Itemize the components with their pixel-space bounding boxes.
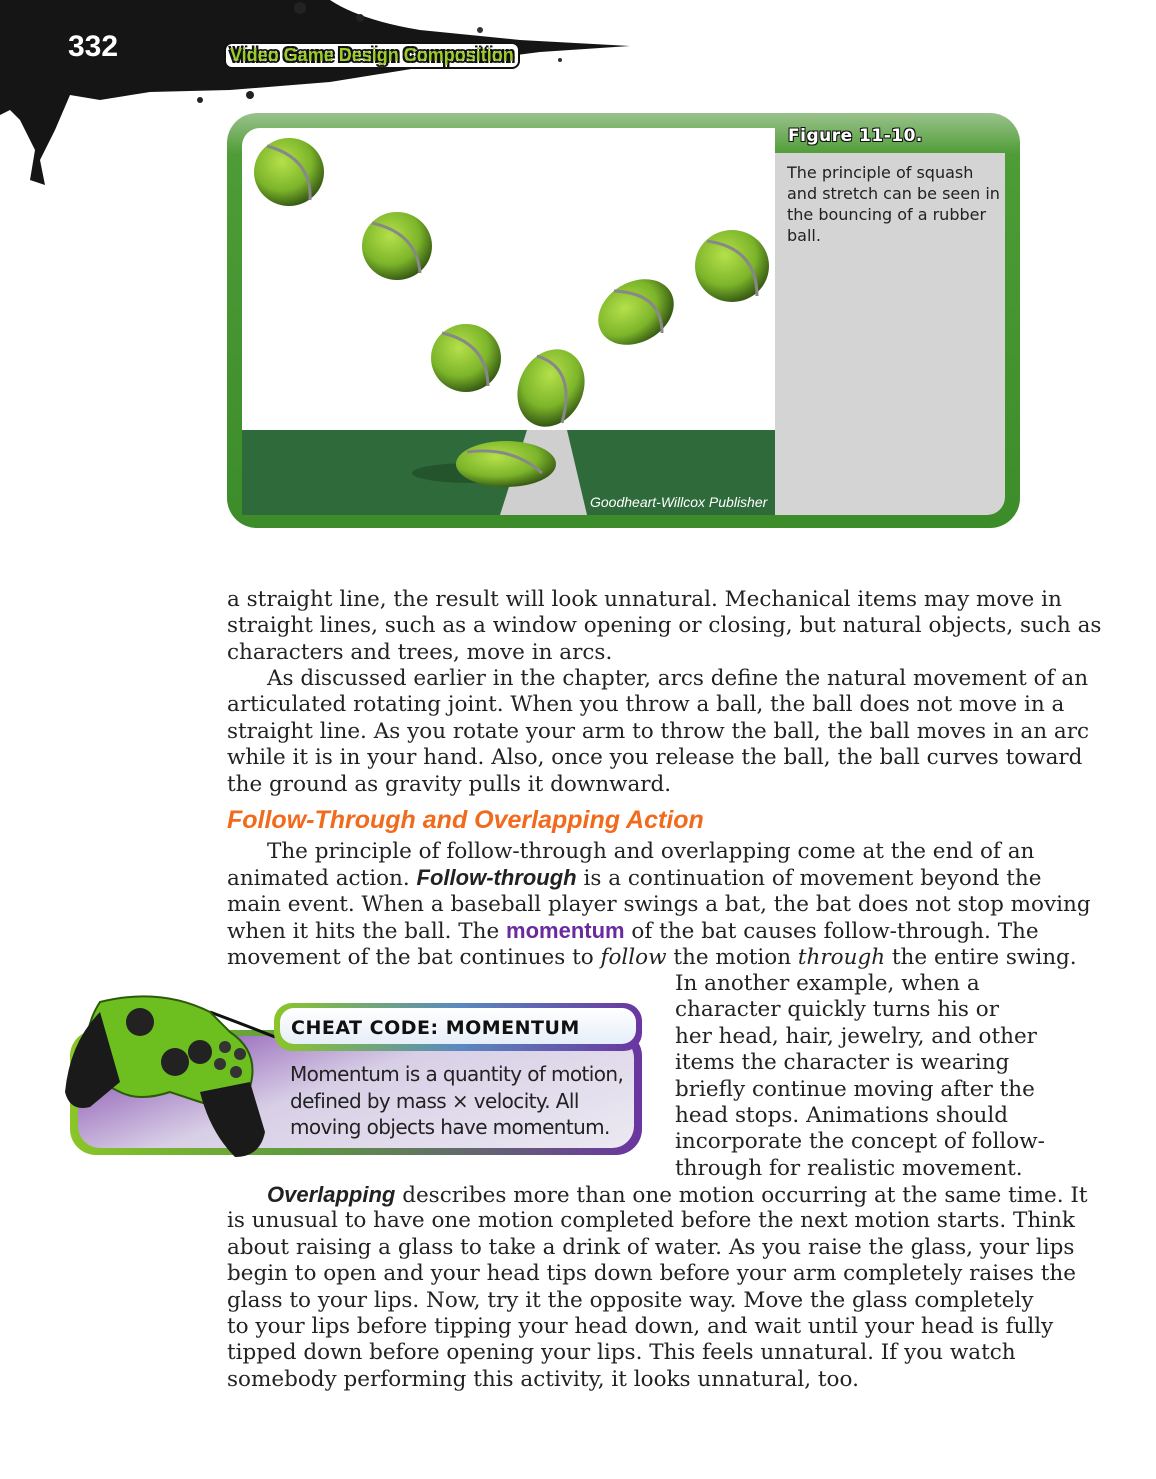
text-line	[227, 692, 1089, 718]
text-segment: is unusual to have one motion completed before the next motion starts. Think	[227, 1208, 1075, 1234]
text-segment: is a continuation of movement beyond the	[576, 866, 1042, 892]
text-line	[675, 1156, 1045, 1182]
text-line	[227, 1288, 1088, 1314]
text-line	[227, 772, 1089, 798]
text-segment: straight line. As you rotate your arm to throw the ball, the ball moves in an arc	[227, 718, 1090, 744]
text-segment: articulated rotating joint. When you throw a ball, the ball does not move in a	[227, 692, 1065, 718]
text-line	[227, 1235, 1088, 1261]
text-line	[675, 1129, 1045, 1155]
figure-caption: The principle of squash and stretch can be seen in the bouncing of a rubber ball.	[787, 163, 1000, 245]
text-line	[227, 839, 1091, 865]
text-segment: As discussed earlier in the chapter, arcs define the natural movement of an	[267, 666, 1089, 691]
text-line	[675, 1077, 1045, 1103]
text-segment: to your lips before tipping your head down, and wait until your head is fully	[227, 1313, 1054, 1339]
text-line	[227, 1208, 1088, 1234]
text-segment: In another example, when a	[675, 971, 980, 996]
text-segment: when it hits the ball. The	[227, 919, 507, 945]
bold-term: Overlapping	[267, 1182, 396, 1207]
figure-label: Figure 11-10.	[788, 126, 923, 146]
text-segment: her head, hair, jewelry, and other	[675, 1023, 1037, 1049]
cheat-code-title: CHEAT CODE: MOMENTUM	[291, 1017, 580, 1039]
ball	[586, 266, 685, 358]
text-segment: briefly continue moving after the	[675, 1076, 1035, 1102]
text-line	[227, 666, 1089, 692]
text-segment: through	[797, 944, 886, 970]
text-segment: The principle of follow-through and overlapping come at the end of an	[267, 839, 1035, 864]
text-segment: glass to your lips. Now, try it the opposite way. Move the glass completely	[227, 1287, 1034, 1313]
text-segment: of the bat causes follow-through. The	[624, 919, 1039, 945]
paragraph	[227, 1182, 1088, 1393]
text-line	[227, 587, 1101, 613]
text-line	[227, 1340, 1088, 1366]
text-segment: animated action.	[227, 866, 417, 892]
ball	[431, 324, 501, 392]
text-line	[227, 613, 1101, 639]
text-segment: main event. When a baseball player swings a bat, the bat does not stop moving	[227, 891, 1091, 917]
page-number: 332	[68, 30, 119, 63]
text-line	[227, 1182, 1088, 1208]
text-segment: the ground as gravity pulls it downward.	[227, 771, 672, 797]
text-segment: a straight line, the result will look unnatural. Mechanical items may move in	[227, 587, 1062, 612]
running-title: Video Game Design Composition	[224, 42, 520, 69]
text-line	[227, 892, 1091, 918]
text-segment: while it is in your hand. Also, once you release the ball, the ball curves toward	[227, 745, 1083, 771]
text-segment: through for realistic movement.	[675, 1155, 1023, 1181]
text-segment: incorporate the concept of follow-	[675, 1129, 1045, 1155]
text-line	[227, 719, 1089, 745]
text-segment: describes more than one motion occurring at the same time. It	[395, 1183, 1088, 1208]
text-segment: items the character is wearing	[675, 1050, 1010, 1076]
text-segment: somebody performing this activity, it looks unnatural, too.	[227, 1366, 859, 1392]
ball	[456, 441, 556, 487]
text-segment: begin to open and your head tips down before your arm completely raises the	[227, 1261, 1076, 1287]
paragraph	[227, 839, 1091, 971]
figure-credit: Goodheart-Willcox Publisher	[590, 494, 768, 510]
paragraph-column	[675, 971, 1045, 1182]
text-segment: straight lines, such as a window opening or closing, but natural objects, such as	[227, 613, 1102, 639]
text-segment: follow	[600, 944, 667, 970]
text-segment: about raising a glass to take a drink of water. As you raise the glass, your lips	[227, 1234, 1075, 1260]
text-line	[227, 640, 1101, 666]
text-line	[227, 1261, 1088, 1287]
text-segment: character quickly turns his or	[675, 997, 1000, 1023]
text-line	[227, 1314, 1088, 1340]
text-line	[675, 997, 1045, 1023]
gamepad-icon	[60, 992, 285, 1162]
cheat-code-text: Momentum is a quantity of motion, defined by mass × velocity. All moving objects have momentum.	[290, 1062, 624, 1139]
text-line	[227, 865, 1091, 891]
text-segment: characters and trees, move in arcs.	[227, 639, 613, 665]
paragraph	[227, 587, 1101, 666]
ball	[505, 338, 597, 438]
figure-image	[242, 128, 775, 515]
text-segment: the entire swing.	[885, 944, 1077, 970]
ball	[362, 212, 432, 280]
section-heading: Follow-Through and Overlapping Action	[227, 806, 704, 834]
text-line	[227, 918, 1091, 944]
ball	[695, 230, 769, 302]
text-line	[227, 945, 1091, 971]
bouncing-ball-illustration	[242, 128, 775, 515]
bold-term: Follow-through	[416, 865, 577, 891]
text-segment: head stops. Animations should	[675, 1102, 1009, 1128]
text-segment: movement of the bat continues to	[227, 944, 601, 970]
text-line	[227, 1367, 1088, 1393]
text-line	[675, 1024, 1045, 1050]
text-line	[675, 1050, 1045, 1076]
text-line	[675, 1103, 1045, 1129]
ball	[254, 138, 324, 206]
key-term: momentum	[506, 918, 625, 944]
text-line	[675, 971, 1045, 997]
text-line	[227, 745, 1089, 771]
paragraph	[227, 666, 1089, 798]
text-segment: the motion	[666, 944, 798, 970]
text-segment: tipped down before opening your lips. This feels unnatural. If you watch	[227, 1340, 1016, 1366]
